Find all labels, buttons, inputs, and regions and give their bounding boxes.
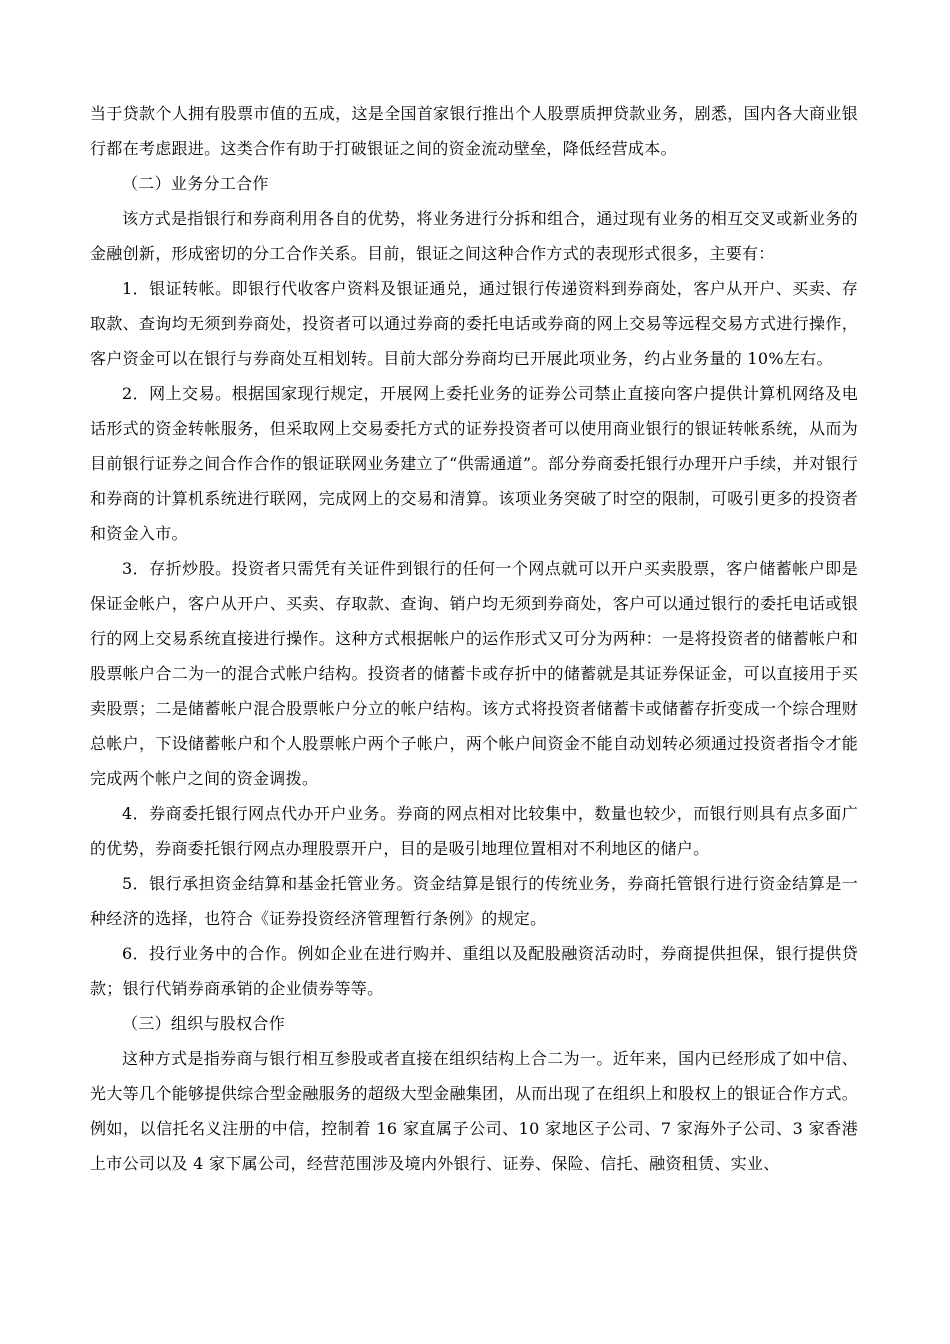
list-item-6: 6．投行业务中的合作。例如企业在进行购并、重组以及配股融资活动时，券商提供担保，银行提供贷款；银行代销券商承销的企业债券等等。 [90,944,858,998]
paragraph-continued: 当于贷款个人拥有股票市值的五成，这是全国首家银行推出个人股票质押贷款业务，剧悉，国内各大商业银行都在考虑跟进。这类合作有助于打破银证之间的资金流动壁垒，降低经营成本。 [90,104,858,158]
section-heading-3: （三）组织与股权合作 [122,1014,286,1033]
list-item-5: 5．银行承担资金结算和基金托管业务。资金结算是银行的传统业务，券商托管银行进行资金结算是一种经济的选择，也符合《证券投资经济管理暂行条例》的规定。 [90,874,858,928]
paragraph-intro: 该方式是指银行和券商利用各自的优势，将业务进行分拆和组合，通过现有业务的相互交叉或新业务的金融创新，形成密切的分工合作关系。目前，银证之间这种合作方式的表现形式很多，主要有： [90,209,858,263]
section-heading-2: （二）业务分工合作 [122,174,269,193]
document-body [90,96,858,1181]
list-item-2: 2．网上交易。根据国家现行规定，开展网上委托业务的证券公司禁止直接向客户提供计算机网络及电话形式的资金转帐服务，但采取网上交易委托方式的证券投资者可以使用商业银行的银证转帐系统，从而为目前银行证券之间合作合作的银证联网业务建立了“供需通道”。部分券商委托银行办理开户手续，并对银行和券商的计算机系统进行联网，完成网上的交易和清算。该项业务突破了时空的限制，可吸引更多的投资者和资金入市。 [90,384,858,543]
paragraph-final: 这种方式是指券商与银行相互参股或者直接在组织结构上合二为一。近年来，国内已经形成了如中信、光大等几个能够提供综合型金融服务的超级大型金融集团，从而出现了在组织上和股权上的银证合作方式。例如，以信托名义注册的中信，控制着 16 家直属子公司、10 家地区子公司、7 家海外子公司、3 家香港上市公司以及 4 家下属公司，经营范围涉及境内外银行、证券、保险、信托、融资租赁、实业、 [90,1049,858,1173]
list-item-4: 4．券商委托银行网点代办开户业务。券商的网点相对比较集中，数量也较少，而银行则具有点多面广的优势，券商委托银行网点办理股票开户，目的是吸引地理位置相对不利地区的储户。 [90,804,858,858]
list-item-3: 3．存折炒股。投资者只需凭有关证件到银行的任何一个网点就可以开户买卖股票，客户储蓄帐户即是保证金帐户，客户从开户、买卖、存取款、查询、销户均无须到券商处，客户可以通过银行的委托电话或银行的网上交易系统直接进行操作。这种方式根据帐户的运作形式又可分为两种：一是将投资者的储蓄帐户和股票帐户合二为一的混合式帐户结构。投资者的储蓄卡或存折中的储蓄就是其证券保证金，可以直接用于买卖股票；二是储蓄帐户混合股票帐户分立的帐户结构。该方式将投资者储蓄卡或储蓄存折变成一个综合理财总帐户，下设储蓄帐户和个人股票帐户两个子帐户，两个帐户间资金不能自动划转必须通过投资者指令才能完成两个帐户之间的资金调拨。 [90,559,858,788]
list-item-1: 1．银证转帐。即银行代收客户资料及银证通兑，通过银行传递资料到券商处，客户从开户、买卖、存取款、查询均无须到券商处，投资者可以通过券商的委托电话或券商的网上交易等远程交易方式进行操作，客户资金可以在银行与券商处互相划转。目前大部分券商均已开展此项业务，约占业务量的 10%左右。 [90,279,858,368]
